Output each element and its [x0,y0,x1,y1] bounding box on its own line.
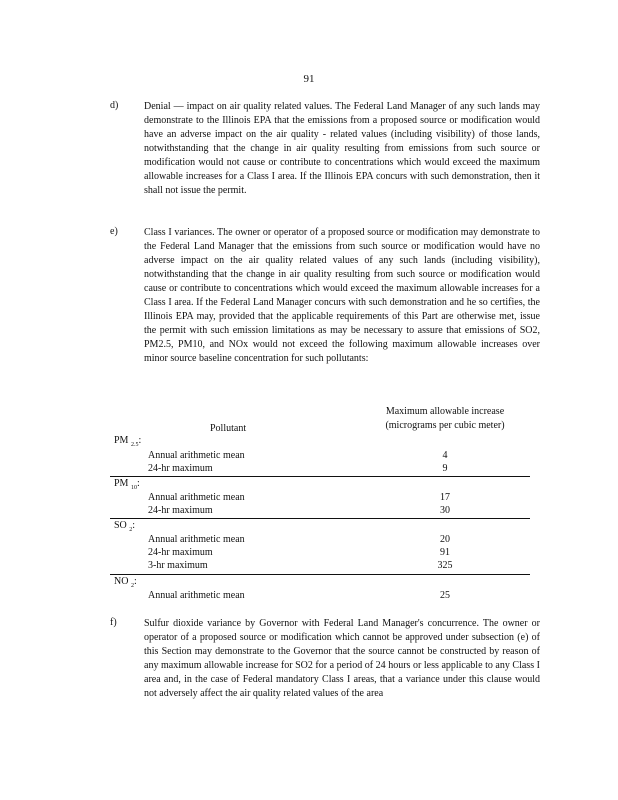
row-label: Annual arithmetic mean [148,590,245,601]
row-value: 20 [440,534,450,545]
table-rule [110,518,530,519]
row-label: 24-hr maximum [148,463,213,474]
group-label-pm10: PM $_{10}$: [114,478,140,491]
group-label-so2: SO $_2$: [114,520,136,533]
table-rule [110,574,530,575]
group-label-pm25: PM $_{2.5}$: [114,435,142,448]
subsection-text: Sulfur dioxide variance by Governor with Federal Land Manager's concurrence. The owner or operator of a proposed source or modification which cannot be approved under subsection (e) of this Section may demonstrate to the Governor that the source cannot be constructed by reason of any maximum allowable increase for SO2 for a period of 24 hours or less applicable to any Class I area and, in the case of Federal mandatory Class I areas, that a variance under this clause would not adversely affect the air quality related values of the area [144,618,540,699]
row-value: 17 [440,492,450,503]
subsection-text: Class I variances. The owner or operator of a proposed source or modification may demonstrate to the Federal Land Manager that the emissions from such source or modification would have no adverse impact on the air quality related values of any such lands (including visibility), notwithstanding that the change in air quality resulting from such source or modification would cause or contribute to concentrations which would exceed the maximum allowable increases for a Class I area. If the Federal Land Manager concurs with such demonstration and he so certifies, the Illinois EPA may, provided that the applicable requirements of this Part are otherwise met, issue the permit with such emission limitations as may be necessary to assure that emissions of SO2, PM2.5, PM10, and NOx would not exceed the following maximum allowable increases over minor source baseline concentration for such pollutants: [144,227,540,364]
subsection-d [110,100,540,198]
row-value: 25 [440,590,450,601]
row-label: 3-hr maximum [148,560,208,571]
subsection-label: d) [110,100,119,111]
header-pollutant: Pollutant [210,423,247,434]
subsection-label: f) [110,617,117,628]
row-value: 4 [442,450,448,461]
subsection-e [110,226,540,366]
table-rule [110,476,530,477]
row-value: 30 [440,505,450,516]
subsection-f [110,617,540,701]
group-label-no2: NO $_2$: [114,576,137,589]
row-value: 9 [442,463,448,474]
subsection-label: e) [110,226,118,237]
row-label: 24-hr maximum [148,547,213,558]
row-label: 24-hr maximum [148,505,213,516]
row-value: 91 [440,547,450,558]
page-number: 91 [303,73,315,85]
row-label: Annual arithmetic mean [148,450,245,461]
subsection-text: Denial — impact on air quality related values. The Federal Land Manager of any such lands may demonstrate to the Illinois EPA that the emissions from a proposed source or modification would have an adverse impact on the air quality - related values (including visibility) of those lands, notwithstanding that the change in air quality resulting from emissions from such source or modification would not cause or contribute to concentrations which would exceed the maximum allowable increases for a Class I area. If the Illinois EPA concurs with such demonstration, then it shall not issue the permit. [144,101,540,196]
header-max-line1: Maximum allowable increase [385,406,505,417]
header-max-line2: (micrograms per cubic meter) [385,420,505,431]
header-max-increase [370,405,520,433]
row-label: Annual arithmetic mean [148,492,245,503]
row-value: 325 [437,560,453,571]
row-label: Annual arithmetic mean [148,534,245,545]
